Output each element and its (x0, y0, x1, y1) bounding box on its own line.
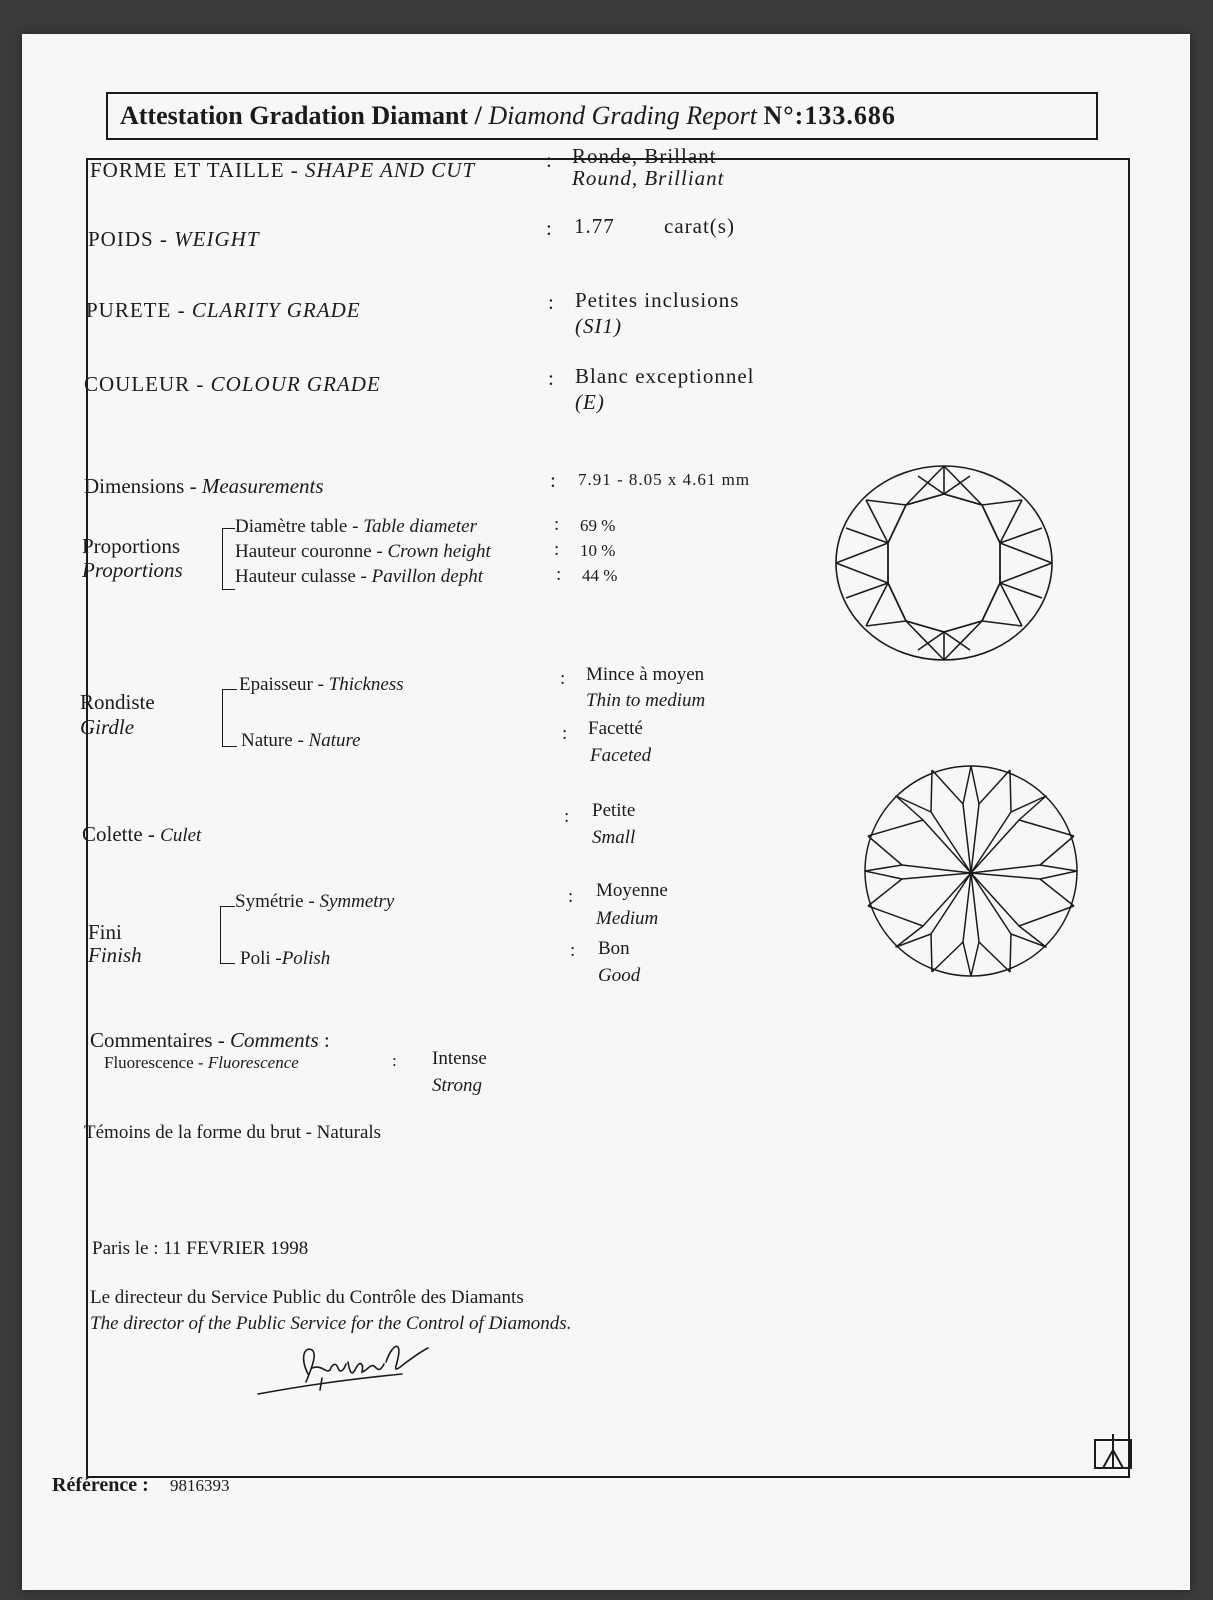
symmetry-value-en: Medium (596, 908, 659, 929)
colour-colon: : (548, 366, 554, 390)
diamond-pavilion-view-icon (860, 762, 1082, 980)
clarity-value-en: (SI1) (575, 314, 622, 338)
number-label: N°: (763, 101, 805, 130)
naturals-note: Témoins de la forme du brut - Naturals (84, 1122, 382, 1143)
fluorescence-value-en: Strong (432, 1075, 482, 1096)
shape-label: FORME ET TAILLE - SHAPE AND CUT (90, 158, 476, 182)
finish-label-fr: Fini (88, 920, 122, 944)
polish-value-fr: Bon (598, 938, 630, 959)
fluorescence-label: Fluorescence - Fluorescence (104, 1053, 299, 1072)
weight-unit: carat(s) (664, 214, 735, 238)
weight-colon: : (546, 216, 552, 240)
dimensions-label: Dimensions - Measurements (84, 474, 324, 498)
clarity-value-fr: Petites inclusions (575, 288, 740, 312)
table-diameter-colon: : (554, 514, 560, 535)
place-date: Paris le : 11 FEVRIER 1998 (92, 1238, 309, 1259)
finish-bracket (220, 906, 235, 964)
table-diameter-label: Diamètre table - Table diameter (235, 516, 478, 537)
symmetry-label: Symétrie - Symmetry (235, 891, 395, 912)
culet-label: Colette - Culet (82, 822, 202, 846)
dimensions-colon: : (550, 468, 556, 492)
colour-value-en: (E) (575, 390, 605, 414)
pavilion-depth-colon: : (556, 564, 562, 585)
proportions-label-fr: Proportions (82, 534, 181, 558)
reference-label: Référence : (52, 1474, 149, 1496)
symmetry-value-fr: Moyenne (596, 880, 668, 901)
girdle-label-fr: Rondiste (80, 690, 155, 714)
shape-colon: : (546, 148, 552, 172)
director-fr: Le directeur du Service Public du Contrôle des Diamants (90, 1287, 524, 1308)
fluorescence-value-fr: Intense (432, 1048, 487, 1069)
nature-value-fr: Facetté (588, 718, 643, 739)
nature-label: Nature - Nature (241, 730, 361, 751)
report-title (106, 92, 1098, 140)
pavilion-depth-label: Hauteur culasse - Pavillon depht (235, 566, 483, 587)
culet-value-en: Small (592, 827, 636, 848)
diamond-crown-view-icon (832, 462, 1056, 664)
thickness-value-en: Thin to medium (586, 690, 706, 711)
title-fr: Attestation Gradation Diamant / (120, 101, 482, 130)
nature-value-en: Faceted (590, 745, 652, 766)
colour-label: COULEUR - COLOUR GRADE (84, 372, 381, 396)
director-signature (252, 1334, 452, 1404)
thickness-colon: : (560, 668, 566, 689)
report-number: 133.686 (804, 101, 896, 130)
shape-value-en: Round, Brilliant (572, 166, 725, 190)
director-en: The director of the Public Service for the Control of Diamonds. (90, 1313, 572, 1334)
title-en: Diamond Grading Report (488, 101, 757, 130)
weight-label: POIDS - WEIGHT (88, 227, 260, 251)
table-diameter-value: 69 % (580, 516, 616, 535)
institution-logo-icon (1092, 1432, 1134, 1472)
culet-colon: : (564, 806, 570, 827)
comments-label: Commentaires - Comments : (90, 1028, 330, 1052)
girdle-label-en: Girdle (80, 715, 135, 739)
girdle-bracket (222, 689, 237, 747)
weight-value: 1.77 (574, 214, 615, 238)
polish-value-en: Good (598, 965, 641, 986)
colour-value-fr: Blanc exceptionnel (575, 364, 755, 388)
crown-height-label: Hauteur couronne - Crown height (235, 541, 491, 562)
reference-value: 9816393 (170, 1476, 230, 1495)
crown-height-colon: : (554, 539, 560, 560)
clarity-label: PURETE - CLARITY GRADE (86, 298, 361, 322)
crown-height-value: 10 % (580, 541, 616, 560)
shape-value-fr: Ronde, Brillant (572, 144, 717, 168)
clarity-colon: : (548, 290, 554, 314)
polish-label: Poli -Polish (240, 948, 331, 969)
symmetry-colon: : (568, 886, 574, 907)
nature-colon: : (562, 723, 568, 744)
pavilion-depth-value: 44 % (582, 566, 618, 585)
proportions-bracket (222, 528, 235, 590)
proportions-label-en: Proportions (82, 558, 183, 582)
culet-value-fr: Petite (592, 800, 636, 821)
thickness-label: Epaisseur - Thickness (239, 674, 404, 695)
finish-label-en: Finish (88, 943, 142, 967)
report-sheet (22, 34, 1190, 1590)
fluorescence-colon: : (392, 1051, 397, 1070)
thickness-value-fr: Mince à moyen (586, 664, 705, 685)
dimensions-value: 7.91 - 8.05 x 4.61 mm (578, 470, 751, 489)
polish-colon: : (570, 940, 576, 961)
